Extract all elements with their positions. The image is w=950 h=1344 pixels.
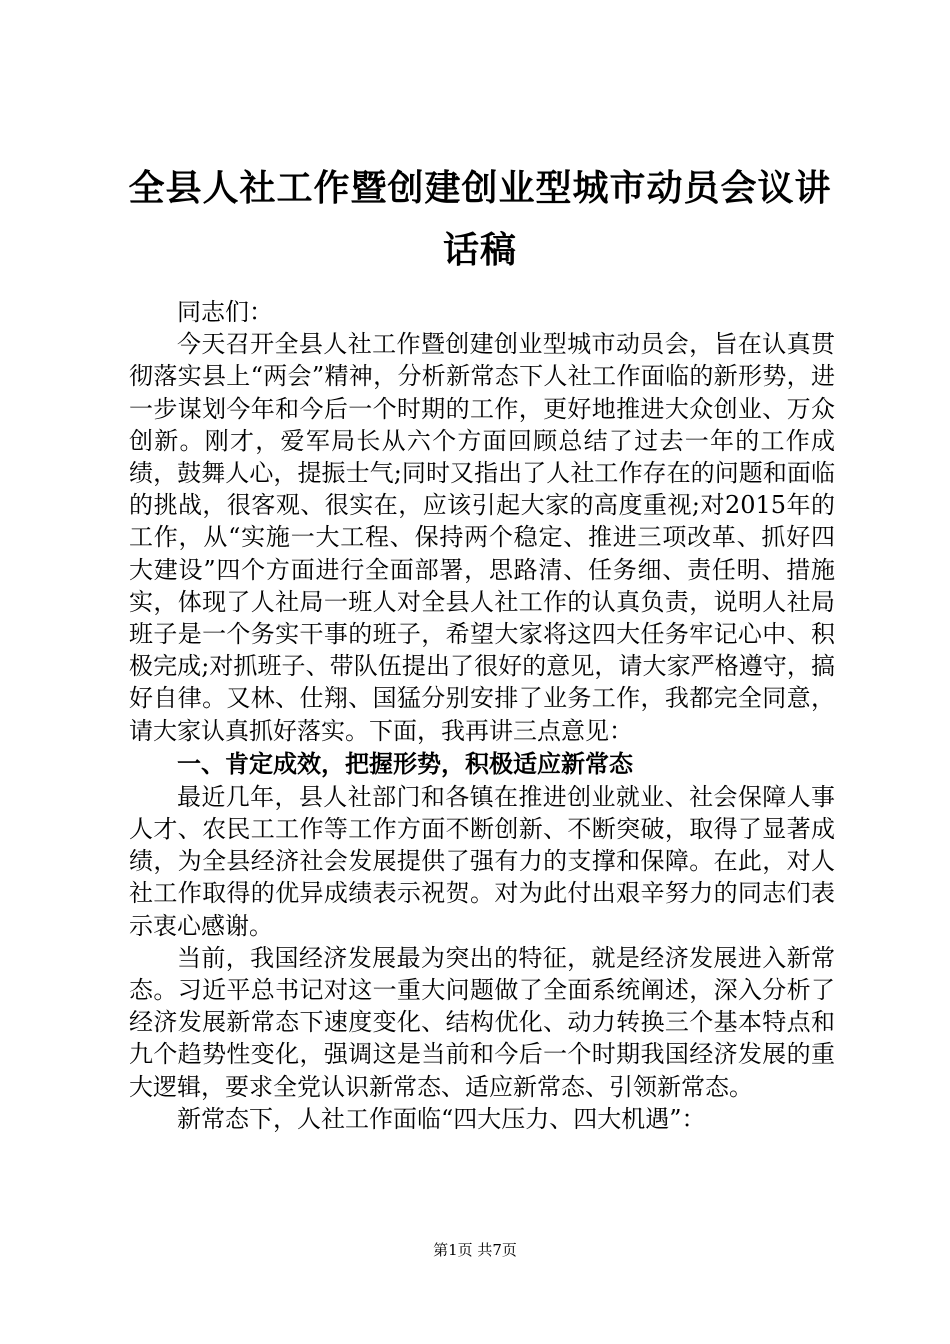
- document-title: 全县人社工作暨创建创业型城市动员会议讲话稿: [128, 168, 832, 271]
- paragraph-new-normal: 当前，我国经济发展最为突出的特征，就是经济发展进入新常态。习近平总书记对这一重大问题做了全面系统阐述，深入分析了经济发展新常态下速度变化、结构优化、动力转换三个基本特点和九个趋势性变化，强调这是当前和今后一个时期我国经济发展的重大逻辑，要求全党认识新常态、适应新常态、引领新常态。: [129, 943, 835, 1101]
- document-body: [129, 296, 835, 1135]
- section-heading-1: 一、肯定成效，把握形势，积极适应新常态: [177, 749, 633, 778]
- paragraph-intro: 今天召开全县人社工作暨创建创业型城市动员会，旨在认真贯彻落实县上“两会”精神，分析新常态下人社工作面临的新形势，进一步谋划今年和今后一个时期的工作，更好地推进大众创业、万众创新。刚才，爱军局长从六个方面回顾总结了过去一年的工作成绩，鼓舞人心，提振士气;同时又指出了人社工作存在的问题和面临的挑战，很客观、很实在，应该引起大家的高度重视;对2015年的工作，从“实施一大工程、保持两个稳定、推进三项改革、抓好四大建设”四个方面进行全面部署，思路清、任务细、责任明、措施实，体现了人社局一班人对全县人社工作的认真负责，说明人社局班子是一个务实干事的班子，希望大家将这四大任务牢记心中、积极完成;对抓班子、带队伍提出了很好的意见，请大家严格遵守，搞好自律。又林、仕翔、国猛分别安排了业务工作，我都完全同意，请大家认真抓好落实。下面，我再讲三点意见：: [129, 330, 835, 745]
- paragraph-achievements: 最近几年，县人社部门和各镇在推进创业就业、社会保障人事人才、农民工工作等工作方面不断创新、不断突破，取得了显著成绩，为全县经济社会发展提供了强有力的支撑和保障。在此，对人社工作取得的优异成绩表示祝贺。对为此付出艰辛努力的同志们表示衷心感谢。: [129, 782, 835, 940]
- salutation: 同志们：: [177, 298, 273, 326]
- page-footer: 第1页 共7页: [433, 1241, 517, 1259]
- paragraph-pressures-opportunities: 新常态下，人社工作面临“四大压力、四大机遇”：: [177, 1104, 706, 1133]
